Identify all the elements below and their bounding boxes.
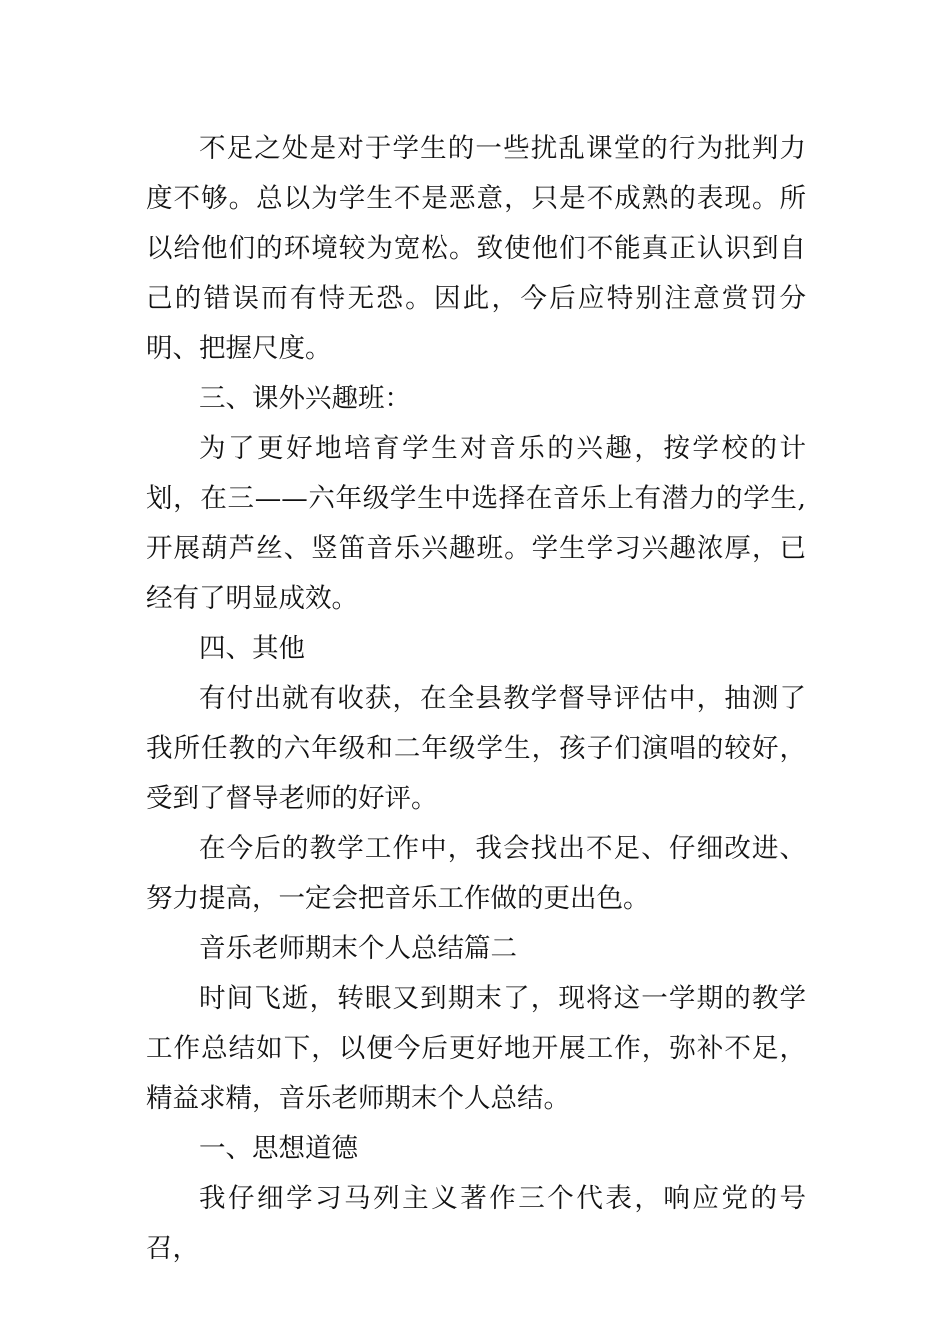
paragraph-shortcomings: 不足之处是对于学生的一些扰乱课堂的行为批判力度不够。总以为学生不是恶意，只是不成熟的表现。所以给他们的环境较为宽松。致使他们不能真正认识到自己的错误而有恃无恐。因此，今后应特别注意赏罚分明、把握尺度。 (146, 133, 806, 364)
paragraph-ideology: 我仔细学习马列主义著作三个代表，响应党的号召， (146, 1183, 806, 1264)
paragraph-intro-part-two: 时间飞逝，转眼又到期末了，现将这一学期的教学工作总结如下，以便今后更好地开展工作，弥补不足，精益求精，音乐老师期末个人总结。 (146, 983, 806, 1114)
paragraph-future-work: 在今后的教学工作中，我会找出不足、仔细改进、努力提高，一定会把音乐工作做的更出色。 (146, 833, 806, 914)
paragraph-interest-class: 为了更好地培育学生对音乐的兴趣，按学校的计划，在三——六年级学生中选择在音乐上有潜力的学生,开展葫芦丝、竖笛音乐兴趣班。学生学习兴趣浓厚，已经有了明显成效。 (146, 433, 806, 614)
article-title-part-two: 音乐老师期末个人总结篇二 (199, 933, 517, 964)
document-body (146, 124, 806, 1274)
paragraph-evaluation: 有付出就有收获，在全县教学督导评估中，抽测了我所任教的六年级和二年级学生，孩子们演唱的较好，受到了督导老师的好评。 (146, 683, 806, 814)
section-heading-interest-class: 三、课外兴趣班： (199, 383, 411, 414)
section-heading-ideology: 一、思想道德 (199, 1133, 358, 1164)
section-heading-other: 四、其他 (199, 633, 305, 664)
